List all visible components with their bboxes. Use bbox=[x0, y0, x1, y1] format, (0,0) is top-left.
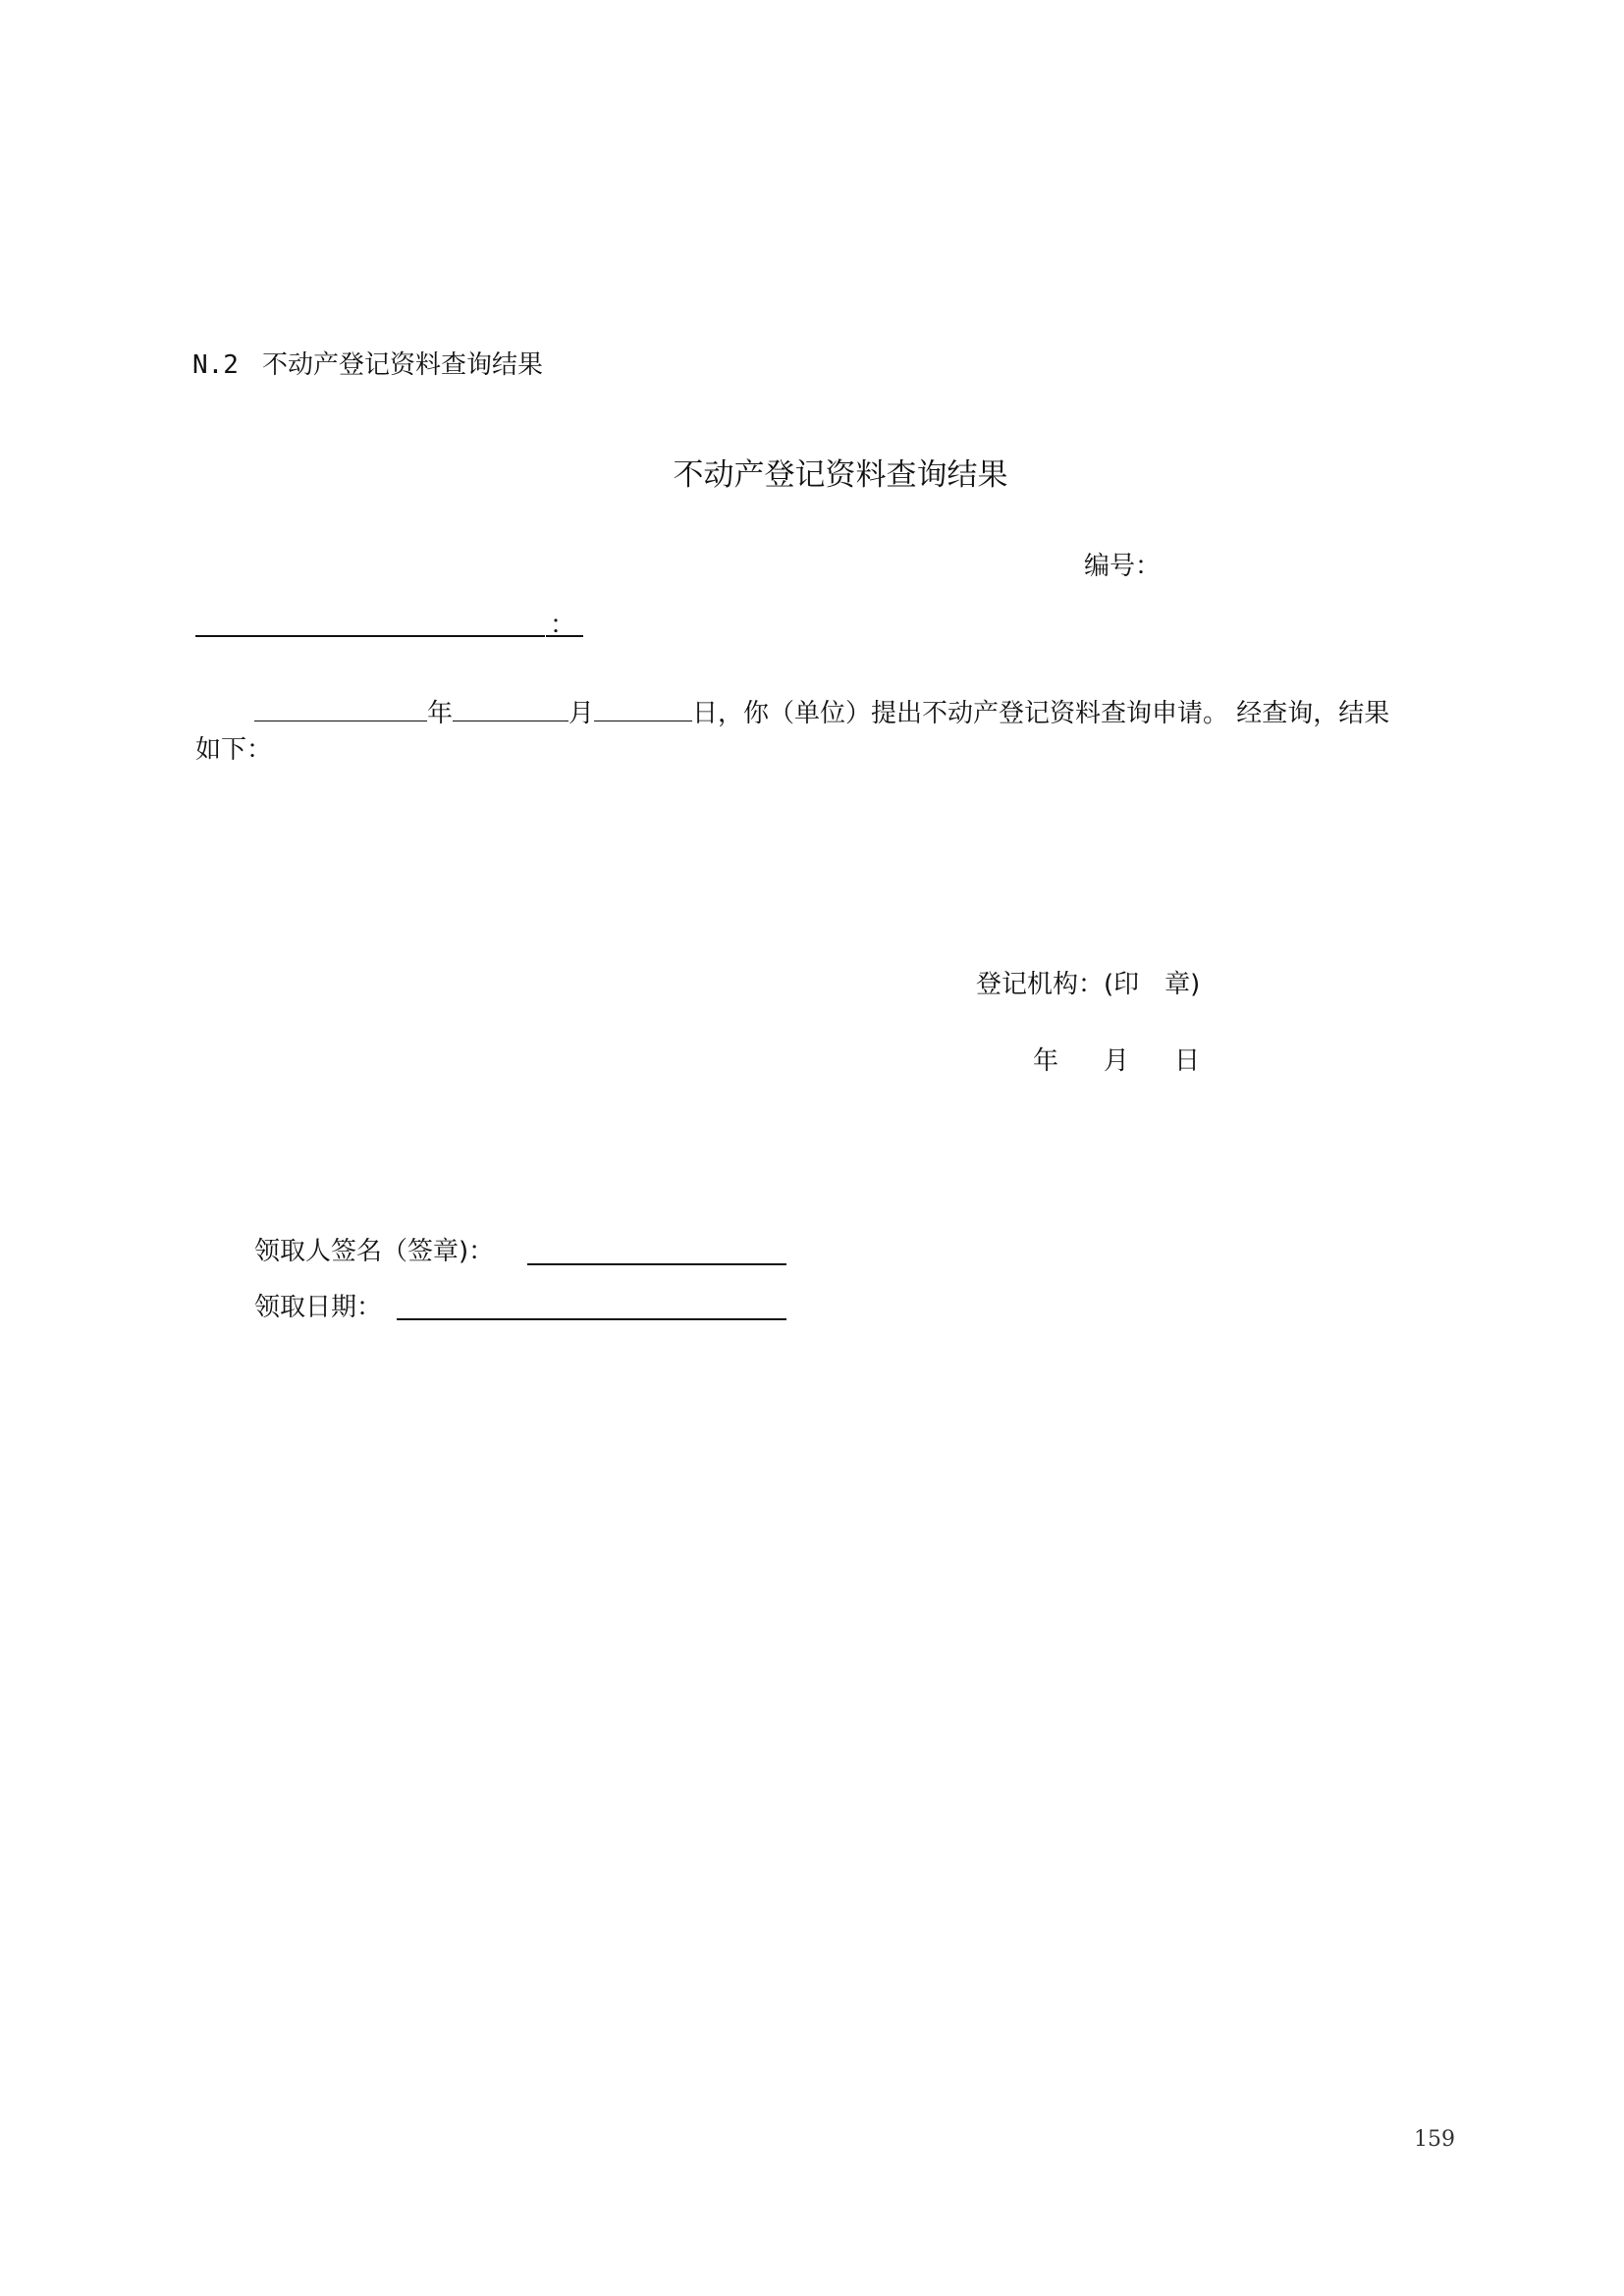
collection-date-line[interactable] bbox=[397, 1318, 786, 1320]
day-blank bbox=[594, 719, 692, 721]
registration-agency-seal: 登记机构：(印 章) bbox=[976, 970, 1201, 999]
month-blank bbox=[453, 719, 568, 721]
serial-number-label: 编号： bbox=[1084, 552, 1162, 581]
body-text: 日，你（单位）提出不动产登记资料查询申请。 经查询，结果 bbox=[692, 699, 1390, 728]
issue-date-year: 年 bbox=[1033, 1046, 1059, 1076]
addressee-blank-line bbox=[195, 635, 545, 637]
section-title: 不动产登记资料查询结果 bbox=[261, 350, 543, 380]
recipient-signature-line[interactable] bbox=[527, 1263, 786, 1265]
addressee-colon: ： bbox=[550, 611, 576, 640]
document-title: 不动产登记资料查询结果 bbox=[673, 457, 1008, 493]
month-unit: 月 bbox=[568, 699, 595, 728]
collection-date-label: 领取日期： bbox=[254, 1293, 383, 1322]
year-blank bbox=[254, 719, 427, 721]
body-continuation: 如下： bbox=[195, 735, 273, 765]
issue-date bbox=[1033, 1043, 1200, 1079]
year-unit: 年 bbox=[427, 699, 454, 728]
section-heading bbox=[192, 347, 543, 383]
issue-date-month: 月 bbox=[1104, 1046, 1130, 1076]
body-paragraph-line bbox=[254, 696, 1389, 731]
addressee-colon-underline bbox=[546, 635, 583, 637]
section-number: N.2 bbox=[192, 350, 239, 380]
issue-date-day: 日 bbox=[1174, 1046, 1201, 1076]
recipient-signature-label: 领取人签名（签章)： bbox=[254, 1237, 495, 1266]
page-number: 159 bbox=[1414, 2127, 1455, 2152]
